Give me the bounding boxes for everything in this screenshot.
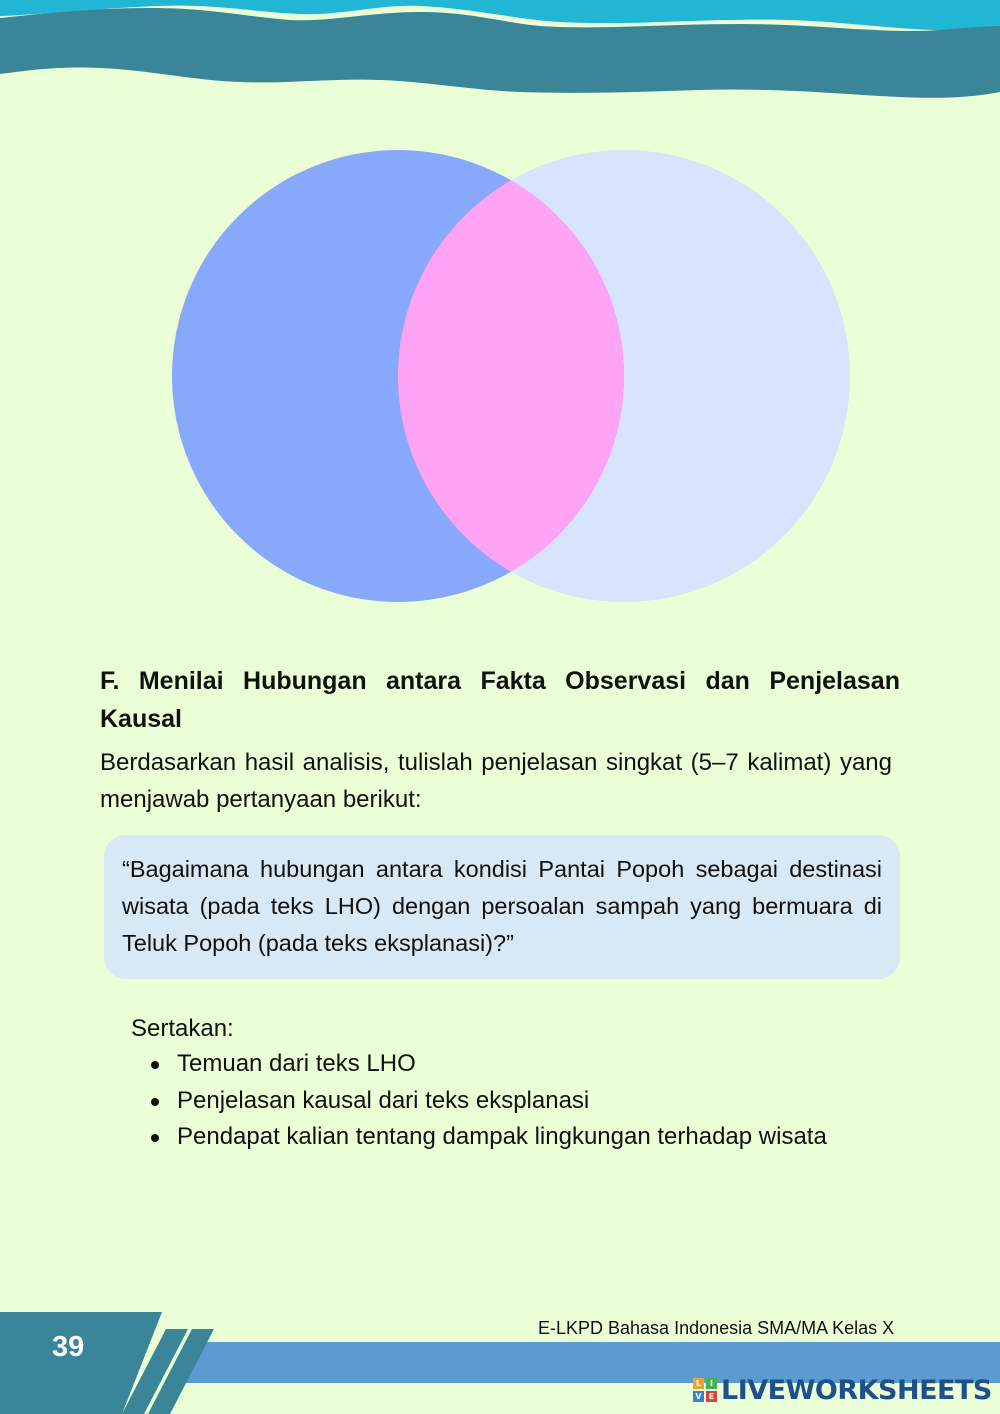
question-box xyxy=(104,835,900,979)
include-list xyxy=(130,1046,892,1156)
page-number: 39 xyxy=(52,1331,85,1363)
question-text: “Bagaimana hubungan antara kondisi Pantai Popoh sebagai destinasi wisata (pada teks LHO) dengan persoalan sampah yang bermuara di Teluk Popoh (pada teks eksplanasi)?” xyxy=(122,856,882,956)
brand-mark-letter: I xyxy=(706,1378,717,1389)
section-title: F. Menilai Hubungan antara Fakta Observasi dan Penjelasan Kausal xyxy=(100,667,900,733)
bullet-dot-icon xyxy=(151,1098,159,1106)
bullet-dot-icon xyxy=(151,1134,159,1142)
list-item-text: Pendapat kalian tentang dampak lingkungan terhadap wisata xyxy=(177,1123,827,1150)
liveworksheets-mark-icon xyxy=(693,1378,717,1402)
brand-mark-letter: L xyxy=(693,1378,704,1389)
footer-caption: E-LKPD Bahasa Indonesia SMA/MA Kelas X xyxy=(538,1318,895,1338)
venn-diagram xyxy=(160,140,860,610)
brand-mark-letter: E xyxy=(706,1391,717,1402)
list-item-text: Temuan dari teks LHO xyxy=(177,1050,416,1077)
list-item xyxy=(130,1046,892,1083)
bullet-dot-icon xyxy=(151,1061,159,1069)
section-intro: Berdasarkan hasil analisis, tulislah penjelasan singkat (5–7 kalimat) yang menjawab pertanyaan berikut: xyxy=(100,749,892,813)
brand-mark-letter: V xyxy=(693,1391,704,1402)
list-item-text: Penjelasan kausal dari teks eksplanasi xyxy=(177,1086,590,1114)
list-item xyxy=(130,1119,892,1156)
brand-name: LIVEWORKSHEETS xyxy=(721,1374,992,1406)
include-label: Sertakan: xyxy=(131,1015,234,1042)
list-item xyxy=(130,1083,892,1120)
top-wave-decoration xyxy=(0,0,1000,110)
liveworksheets-logo[interactable] xyxy=(693,1374,992,1406)
